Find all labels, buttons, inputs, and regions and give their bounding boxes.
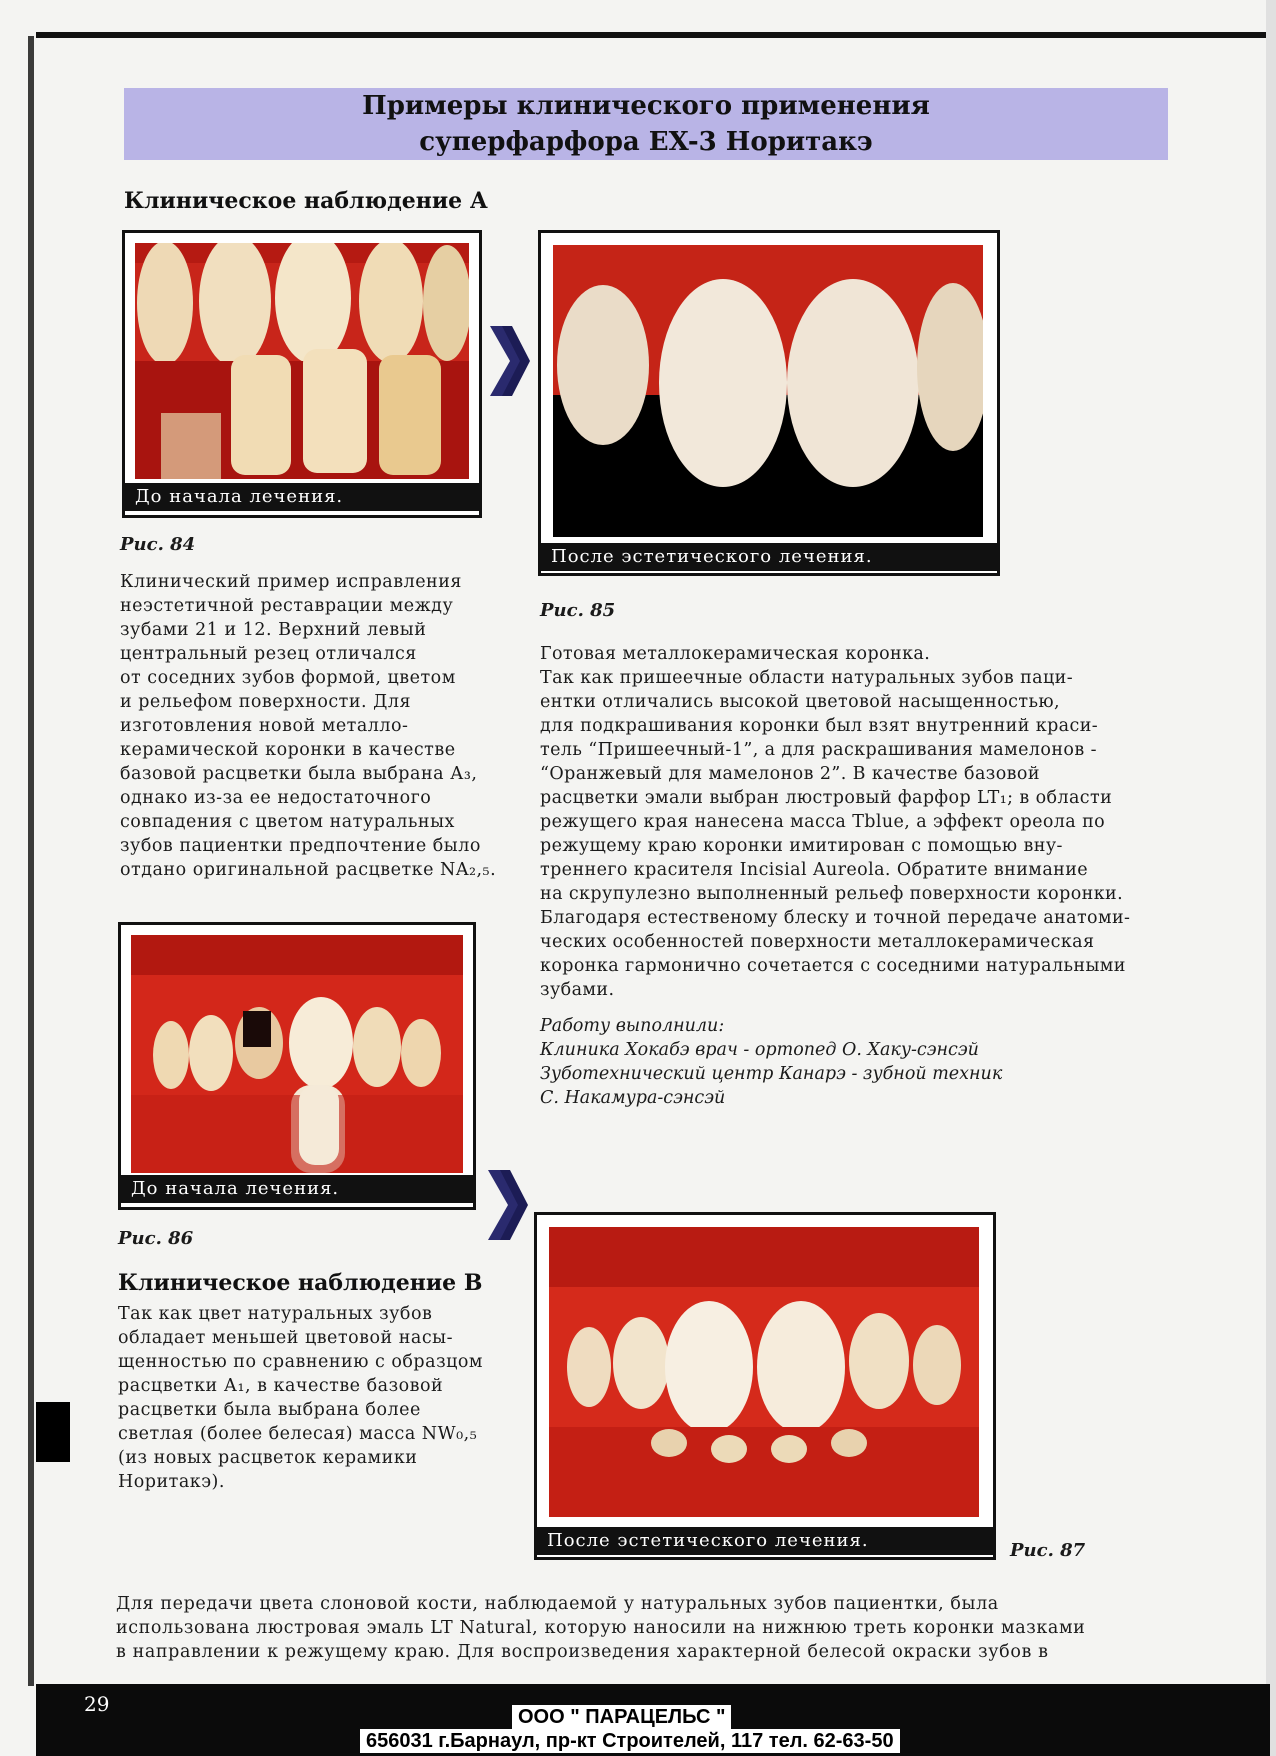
case-b-line: расцветки А₁, в качестве базовой [118, 1376, 444, 1396]
credits-line: С. Накамура-сэнсэй [540, 1088, 726, 1108]
photo-before-b [118, 922, 476, 1210]
side-thumb-tab [36, 1402, 70, 1462]
case-b-line: расцветки была выбрана более [118, 1400, 421, 1420]
case-a-heading: Клиническое наблюдение А [124, 188, 488, 214]
case-b-line: Норитакэ). [118, 1472, 225, 1492]
fig-84-line: базовой расцветки была выбрана А₃, [120, 764, 478, 784]
caption-before-b: До начала лечения. [121, 1175, 473, 1203]
title-line-1: Примеры клинического применения [362, 91, 930, 121]
case-b-description [118, 1302, 518, 1494]
title-line-2: суперфарфора EX-3 Норитакэ [419, 127, 873, 157]
fig-87-label: Рис. 87 [1010, 1540, 1086, 1561]
fig-85-line: режущего края нанесена масса Tblue, а эффект ореола по [540, 812, 1106, 832]
fig-84-line: изготовления новой металло- [120, 716, 409, 736]
fig-84-line: совпадения с цветом натуральных [120, 812, 455, 832]
case-b-line: (из новых расцветок керамики [118, 1448, 418, 1468]
title-banner [124, 88, 1168, 160]
case-b-line: обладает меньшей цветовой насы- [118, 1328, 453, 1348]
teeth-photo-87 [549, 1227, 979, 1517]
caption-after-a: После эстетического лечения. [541, 543, 997, 571]
fig-85-line: режущему краю коронки имитирован с помощью вну- [540, 836, 1063, 856]
case-b-line: Так как цвет натуральных зубов [118, 1304, 433, 1324]
fig-84-line: однако из-за ее недостаточного [120, 788, 432, 808]
caption-after-b: После эстетического лечения. [537, 1527, 993, 1555]
fig-84-line: и рельефом поверхности. Для [120, 692, 412, 712]
fig-84-line: зубов пациентки предпочтение было [120, 836, 481, 856]
top-rule [36, 32, 1270, 38]
bottom-paragraph [116, 1592, 1166, 1664]
right-page-edge [1266, 0, 1276, 1756]
address-stamp: 656031 г.Барнаул, пр-кт Строителей, 117 тел. 62-63-50 [360, 1729, 900, 1753]
case-b-line: щенностью по сравнению с образцом [118, 1352, 484, 1372]
company-stamp: ООО " ПАРАЦЕЛЬС " [512, 1705, 731, 1729]
teeth-photo-84 [135, 243, 469, 479]
caption-before-a: До начала лечения. [125, 483, 479, 511]
fig-85-line: Благодаря естественому блеску и точной передаче анатоми- [540, 908, 1131, 928]
credits [540, 1014, 1180, 1110]
fig-84-line: отдано оригинальной расцветке NA₂,₅. [120, 860, 497, 880]
fig-85-line: коронка гармонично сочетается с соседними натуральными [540, 956, 1126, 976]
fig-85-line: тель “Пришеечный-1”, а для раскрашивания мамелонов - [540, 740, 1097, 760]
bottom-line: в направлении к режущему краю. Для воспроизведения характерной белесой окраски зубов в [116, 1642, 1049, 1662]
fig-85-line: Так как пришеечные области натуральных зубов паци- [540, 668, 1074, 688]
fig-85-line: “Оранжевый для мамелонов 2”. В качестве базовой [540, 764, 1040, 784]
fig-84-line: Клинический пример исправления [120, 572, 462, 592]
fig-84-line: зубами 21 и 12. Верхний левый [120, 620, 427, 640]
bottom-line: использована люстровая эмаль LT Natural, которую наносили на нижнюю треть коронки мазками [116, 1618, 1086, 1638]
teeth-photo-85 [553, 245, 983, 537]
fig-85-line: ческих особенностей поверхности металлокерамическая [540, 932, 1095, 952]
fig-84-label: Рис. 84 [120, 534, 196, 555]
fig-85-description [540, 642, 1180, 1002]
photo-before-a [122, 230, 482, 518]
fig-85-line: для подкрашивания коронки был взят внутренний краси- [540, 716, 1099, 736]
fig-85-label: Рис. 85 [540, 600, 616, 621]
fig-85-line: ентки отличались высокой цветовой насыщенностью, [540, 692, 1060, 712]
arrow-right-icon [490, 326, 530, 396]
page-number: 29 [84, 1692, 110, 1716]
fig-85-line: треннего красителя Incisial Aureola. Обратите внимание [540, 860, 1089, 880]
bottom-line: Для передачи цвета слоновой кости, наблюдаемой у натуральных зубов пациентки, была [116, 1594, 999, 1614]
fig-84-line: от соседних зубов формой, цветом [120, 668, 456, 688]
credits-title: Работу выполнили: [540, 1016, 725, 1036]
teeth-photo-86 [131, 935, 463, 1173]
fig-84-description [120, 570, 520, 882]
photo-after-a [538, 230, 1000, 576]
fig-84-line: центральный резец отличался [120, 644, 417, 664]
arrow-right-icon [488, 1170, 528, 1240]
fig-85-line: Готовая металлокерамическая коронка. [540, 644, 931, 664]
fig-85-line: на скрупулезно выполненный рельеф поверхности коронки. [540, 884, 1124, 904]
fig-85-line: расцветки эмали выбран люстровый фарфор LT₁; в области [540, 788, 1113, 808]
case-b-line: светлая (более белесая) масса NW₀,₅ [118, 1424, 478, 1444]
photo-after-b [534, 1212, 996, 1560]
case-b-heading: Клиническое наблюдение В [118, 1270, 483, 1296]
fig-86-label: Рис. 86 [118, 1228, 194, 1249]
fig-84-line: керамической коронки в качестве [120, 740, 456, 760]
credits-line: Зуботехнический центр Канарэ - зубной техник [540, 1064, 1003, 1084]
fig-84-line: неэстетичной реставрации между [120, 596, 454, 616]
left-binding-edge [28, 36, 34, 1686]
credits-line: Клиника Хокабэ врач - ортопед О. Хаку-сэнсэй [540, 1040, 979, 1060]
fig-85-line: зубами. [540, 980, 615, 1000]
